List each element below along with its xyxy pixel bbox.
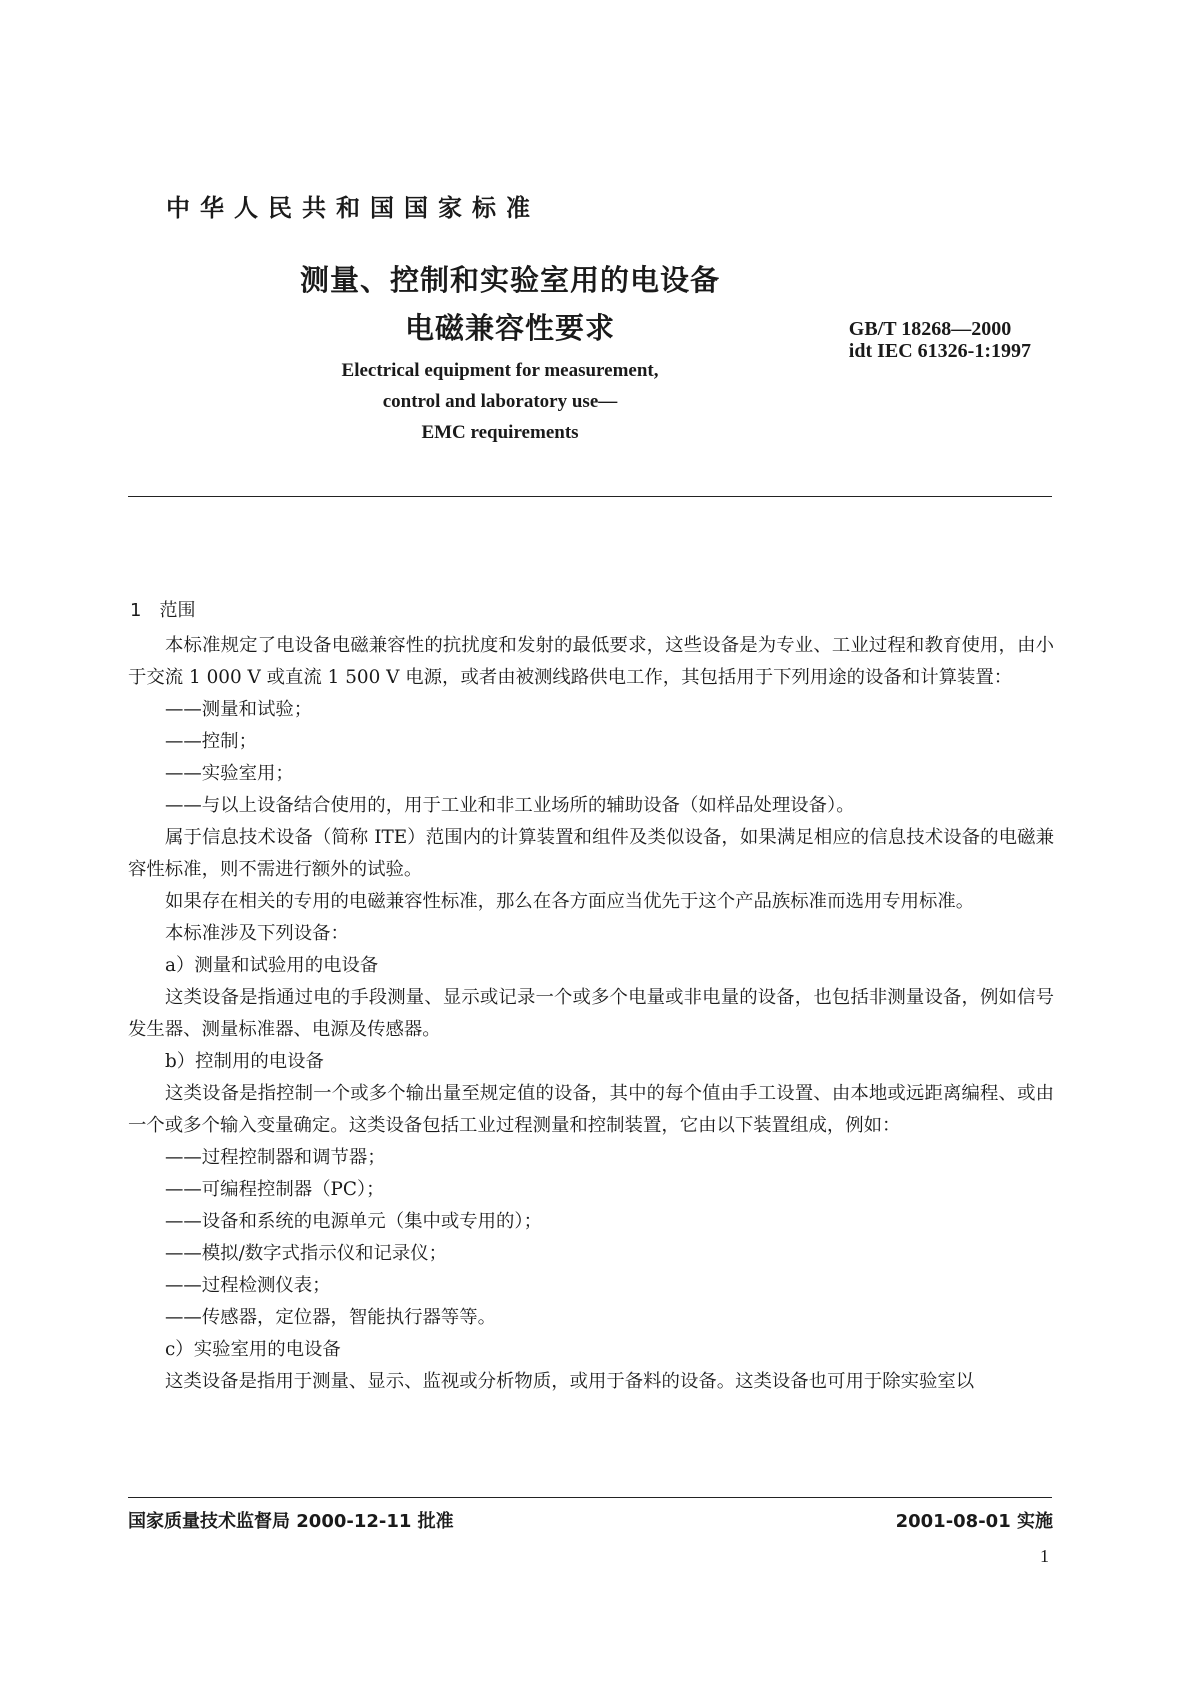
title-en-line1: Electrical equipment for measurement, [341, 360, 659, 381]
paragraph: b）控制用的电设备 [165, 1051, 324, 1072]
section-title: 范围 [159, 600, 196, 621]
standard-number: GB/T 18268—2000 [848, 318, 1012, 340]
page-number: 1 [1040, 1546, 1049, 1566]
list-item: ——过程控制器和调节器； [165, 1147, 386, 1168]
paragraph: 这类设备是指控制一个或多个输出量至规定值的设备，其中的每个值由手工设置、由本地或远距离编程、或由一个或多个输入变量确定。这类设备包括工业过程测量和控制装置，它由以下装置组成，例如： [128, 1083, 1054, 1136]
title-en-line3: EMC requirements [421, 422, 579, 443]
paragraph: 本标准规定了电设备电磁兼容性的抗扰度和发射的最低要求，这些设备是为专业、工业过程和教育使用，由小于交流 1 000 V 或直流 1 500 V 电源，或者由被测线路供电工作，其包括用于下列用途的设备和计算装置： [128, 635, 1054, 688]
paragraph: c）实验室用的电设备 [165, 1339, 341, 1360]
list-item: ——与以上设备结合使用的，用于工业和非工业场所的辅助设备（如样品处理设备）。 [165, 795, 855, 816]
list-item: ——设备和系统的电源单元（集中或专用的）； [165, 1211, 543, 1232]
section-number: 1 [130, 600, 142, 621]
paragraph: 如果存在相关的专用的电磁兼容性标准，那么在各方面应当优先于这个产品族标准而选用专用标准。 [165, 891, 975, 912]
list-item: ——实验室用； [165, 763, 294, 784]
approval-info: 国家质量技术监督局 2000-12-11 批准 [128, 1511, 454, 1532]
list-item: ——控制； [165, 731, 257, 752]
footer-divider [128, 1497, 1052, 1498]
list-item: ——可编程控制器（PC）； [165, 1179, 385, 1200]
list-item: ——过程检测仪表； [165, 1275, 331, 1296]
paragraph: 属于信息技术设备（简称 ITE）范围内的计算装置和组件及类似设备，如果满足相应的信息技术设备的电磁兼容性标准，则不需进行额外的试验。 [128, 827, 1054, 880]
standard-equivalence: idt IEC 61326-1:1997 [848, 340, 1031, 362]
list-item: ——传感器，定位器，智能执行器等等。 [165, 1307, 497, 1328]
title-cn-line2: 电磁兼容性要求 [404, 311, 615, 345]
standard-code [849, 318, 1031, 362]
list-item: ——模拟/数字式指示仪和记录仪； [165, 1243, 448, 1264]
paragraph: a）测量和试验用的电设备 [165, 955, 379, 976]
national-standard-heading: 中华人民共和国国家标准 [166, 194, 540, 222]
title-cn-line1: 测量、控制和实验室用的电设备 [299, 263, 720, 297]
list-item: ——测量和试验； [165, 699, 313, 720]
paragraph: 本标准涉及下列设备： [165, 923, 349, 944]
body-text [128, 630, 1054, 1398]
effective-date: 2001-08-01 实施 [895, 1511, 1053, 1532]
title-en-line2: control and laboratory use— [382, 391, 618, 412]
header-divider [128, 496, 1052, 497]
paragraph: 这类设备是指通过电的手段测量、显示或记录一个或多个电量或非电量的设备，也包括非测量设备，例如信号发生器、测量标准器、电源及传感器。 [128, 987, 1054, 1040]
section-heading [130, 596, 195, 622]
paragraph: 这类设备是指用于测量、显示、监视或分析物质，或用于备料的设备。这类设备也可用于除实验室以 [165, 1371, 975, 1392]
